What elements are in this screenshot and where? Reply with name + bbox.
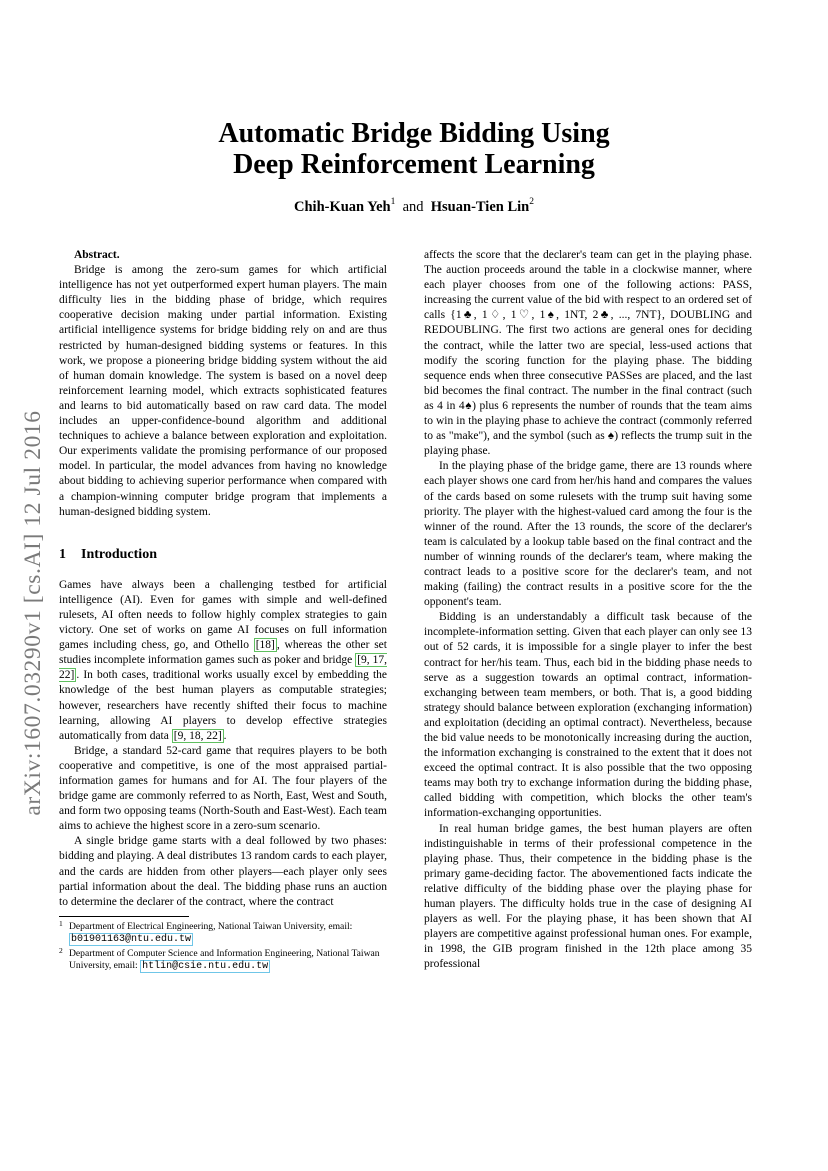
footnote-rule	[59, 916, 189, 917]
intro-paragraph-1	[59, 578, 387, 744]
author-2-name: Hsuan-Tien Lin	[430, 198, 530, 215]
intro-text: , whereas the other set studies incomplete information games such as poker and bridge	[59, 639, 387, 667]
author-1-mark: 1	[390, 197, 396, 207]
right-paragraph-1: affects the score that the declarer's team can get in the playing phase. The auction proceeds around the table in a clockwise manner, where each player chooses from one of the following actions: PASS, increasing the current value of the bid with respect to an ordered set of calls {1♣, 1♢, 1♡, 1♠, 1NT, 2♣, ..., 7NT}, DOUBLING and REDOUBLING. The first two actions are general ones for deciding the contract, while the latter two are special, less-used actions that modify the scoring function for the playing phase. The bidding sequence ends when three consecutive PASSes are placed, and the last bid becomes the final contract. The number in the final contract (such as 4 in 4♠) plus 6 represents the number of rounds that the team aims to win in the playing phase to achieve the contract (commonly referred to as "make"), and the symbol (such as ♠) reflects the trump suit in the playing phase.	[424, 249, 752, 458]
section-number: 1	[59, 546, 66, 562]
footnotes	[59, 921, 404, 975]
right-paragraph-3: Bidding is an understandably a difficult task because of the incomplete-information setting. Given that each player can only see 13 out of 52 cards, it is impossible for a single player to infer the best contract for her/his team. Thus, each bid in the bidding phase needs to serve as a suggestion towards an optimal contract, information-exchanging between team members, or both. That is, a good bidding strategy should balance between exploration (exchanging information) and exploitation (deciding an optimal contract). Nevertheless, because the bid value needs to be monotonically increasing during the auction, the information exchanging is constrained to the extent that it does not exceed the optimal contract. It is also possible that the two opposing teams may both try to exchange information during the bidding phase, called bidding with competition, which blocks the other team's information-exchanging opportunities.	[424, 611, 752, 820]
intro-text: Games have always been a challenging testbed for artificial intelligence (AI). Even for games with simple and well-defined rulesets, AI often needs to follow highly complex strategies to gain victory. One set of works on game AI focuses on full information games including chess, go, and Othello	[59, 578, 387, 652]
section-title: Introduction	[81, 546, 157, 562]
footnote-2	[59, 948, 404, 973]
author-2-mark: 2	[529, 197, 534, 207]
paper-title	[0, 118, 828, 180]
footnote-text: Department of Computer Science and Information Engineering, National Taiwan University, email:	[69, 948, 380, 971]
section-heading-introduction	[59, 547, 387, 562]
right-column	[424, 248, 752, 973]
author-list	[0, 198, 828, 216]
left-column	[59, 248, 387, 910]
intro-text: . In both cases, traditional works usually excel by embedding the knowledge of the best human players as computable strategies; however, researchers have recently shifted their focus to machine learning, allowing AI players to develop effective strategies automatically from data	[59, 669, 387, 742]
email-link[interactable]: htlin@csie.ntu.edu.tw	[142, 961, 269, 972]
citation-link[interactable]: [18]	[255, 639, 275, 652]
footnote-1	[59, 921, 404, 946]
intro-paragraph-3: A single bridge game starts with a deal followed by two phases: bidding and playing. A deal distributes 13 random cards to each player, and the cards are hidden from other players—each player only sees partial information about the deal. The bidding phase runs an auction to determine the declarer of the contract, where the contract	[59, 835, 387, 908]
footnote-mark: 2	[59, 946, 63, 955]
right-paragraph-4: In real human bridge games, the best human players are often indistinguishable in terms of their professional competence in the playing phase. Thus, their competence in the bidding phase is the primary game-deciding factor. The abovementioned facts indicate the relative difficulty of the bidding phase over the playing phase for human players. The difficulty holds true in the case of designing AI players as well. For the playing phase, it has been shown that AI players are competitive against professional human ones. For example, in 1998, the GIB program finished in the 12th place among 35 professional	[424, 822, 752, 971]
footnote-text: Department of Electrical Engineering, National Taiwan University, email:	[69, 921, 353, 932]
right-paragraph-2: In the playing phase of the bridge game, there are 13 rounds where each player shows one card from her/his hand and compares the values of the cards based on some rulesets with the trump suit having some priority. The player with the highest-valued card among the four is the winner of the round. After the 13 rounds, the score of the declarer's team is calculated by a lookup table based on the final contract and the number of winning rounds of the declarer's team, where making the contract leads to a positive score for the declarer's team, and not making (failing) the contract results in a positive score for the the opponent's team.	[424, 460, 752, 609]
title-line-2: Deep Reinforcement Learning	[233, 149, 595, 180]
intro-text: .	[223, 729, 227, 742]
footnote-mark: 1	[59, 919, 63, 928]
title-line-1: Automatic Bridge Bidding Using	[218, 118, 610, 149]
intro-paragraph-2: Bridge, a standard 52-card game that requires players to be both cooperative and competitive, is one of the most appraised partial-information games for humans and for AI. The four players of the bridge game are commonly referred to as North, East, West and South, and form two opposing teams (North-South and East-West). Each team aims to achieve the highest score in a zero-sum scenario.	[59, 744, 387, 833]
author-1-name: Chih-Kuan Yeh	[294, 198, 391, 215]
authors-and: and	[402, 198, 424, 215]
citation-link[interactable]: [9, 17, 22]	[59, 654, 387, 682]
citation-link[interactable]: [9, 18, 22]	[173, 729, 222, 742]
abstract-text: Bridge is among the zero-sum games for which artificial intelligence has not yet outperformed expert human players. The main difficulty lies in the bidding phase of bridge, which requires cooperative decision making under partial information. Existing artificial intelligence systems for bridge bidding rely on and are thus restricted by human-designed bidding systems or features. In this work, we propose a pioneering bridge bidding system without the aid of human domain knowledge. The system is based on a novel deep reinforcement learning model, which extracts sophisticated features and learns to bid automatically based on raw card data. The model includes an upper-confidence-bound algorithm and additional techniques to achieve a balance between exploration and exploitation. Our experiments validate the promising performance of our proposed model. In particular, the model advances from having no knowledge about bidding to achieving superior performance when compared with a champion-winning computer bridge program that implements a human-designed bidding system.	[59, 264, 387, 518]
abstract-heading: Abstract.	[73, 249, 120, 261]
arxiv-identifier: arXiv:1607.03290v1 [cs.AI] 12 Jul 2016	[20, 410, 46, 816]
email-link[interactable]: b01901163@ntu.edu.tw	[71, 934, 192, 945]
